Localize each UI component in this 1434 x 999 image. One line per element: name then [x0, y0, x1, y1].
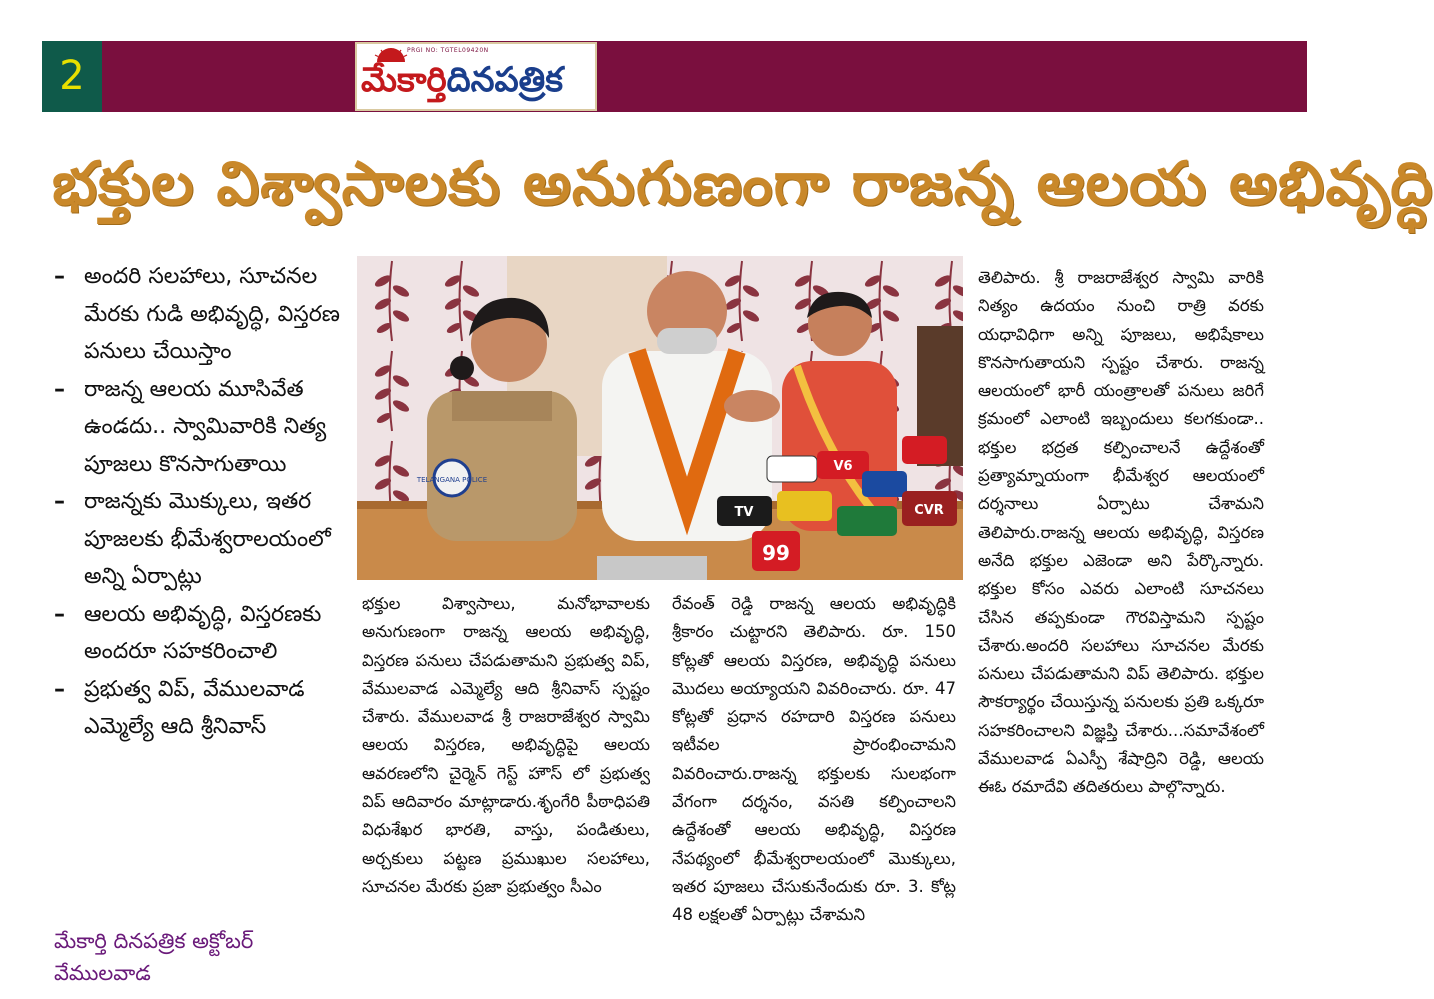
logo-registration: PRGI NO: TGTEL09420N	[407, 47, 489, 54]
highlight-item: – అందరి సలహాలు, సూచనల మేరకు గుడి అభివృద్ధి, విస్తరణ పనులు చేయిస్తాం	[54, 258, 344, 371]
newspaper-logo	[355, 42, 597, 111]
page-number: 2	[42, 41, 102, 112]
police-badge-text: TELANGANA POLICE	[416, 476, 488, 484]
article-column-2: రేవంత్ రెడ్డి రాజన్న ఆలయ అభివృద్ధికి శ్రీకారం చుట్టారని తెలిపారు. రూ. 150 కోట్లతో ఆలయ విస్తరణ, అభివృద్ధి పనులు మొదలు అయ్యాయని వివరించారు. రూ. 47 కోట్లతో ప్రధాన రహదారి విస్తరణ పనులు ఇటీవల ప్రారంభించామని వివరించారు.రాజన్న భక్తులకు సులభంగా వేగంగా దర్శనం, వసతి కల్పించాలని ఉద్దేశంతో ఆలయ అభివృద్ధి, విస్తరణ నేపథ్యంలో భీమేశ్వరాలయంలో మొక్కులు, ఇతర పూజలు చేసుకునేందుకు రూ. 3. కోట్ల 48 లక్షలతో ఏర్పాట్లు చేశామని	[672, 594, 956, 925]
highlights-list	[54, 258, 344, 746]
mic-label: CVR	[914, 503, 944, 518]
logo-word-2: దినపత్రిక	[446, 60, 564, 100]
masthead-bar	[42, 41, 1307, 112]
article-column-3: తెలిపారు. శ్రీ రాజరాజేశ్వర స్వామి వారికి నిత్యం ఉదయం నుంచి రాత్రి వరకు యధావిధిగా అన్ని పూజలు, అభిషేకాలు కొనసాగుతాయని స్పష్టం చేశారు. రాజన్న ఆలయంలో భారీ యంత్రాలతో పనులు జరిగే క్రమంలో ఎలాంటి ఇబ్బందులు కలగకుండా.. భక్తుల భద్రత కల్పించాలనే ఉద్దేశంతో ప్రత్యామ్నాయంగా భీమేశ్వర ఆలయంలో దర్శనాలు ఏర్పాటు చేశామని తెలిపారు.రాజన్న ఆలయ అభివృద్ధి, విస్తరణ అనేది భక్తుల ఎజెండా అని పేర్కొన్నారు. భక్తుల కోసం ఎవరు ఎలాంటి సూచనలు చేసిన తప్పకుండా గౌరవిస్తామని స్పష్టం చేశారు.అందరి సలహాలు సూచనల మేరకు పనులు చేపడుతామని విప్ తెలిపారు. భక్తుల సౌకర్యార్థం చేయిస్తున్న పనులకు ప్రతి ఒక్కరూ సహకరించాలని విజ్ఞప్తి చేశారు...సమావేశంలో వేములవాడ ఏఎస్పీ శేషాద్రిని రెడ్డి, ఆలయ ఈఓ రమాదేవి తదితరులు పాల్గొన్నారు.	[978, 268, 1264, 797]
mic-label: V6	[833, 459, 853, 474]
press-meet-illustration	[357, 256, 963, 580]
dateline-line-2: వేములవాడ	[54, 961, 151, 985]
dateline	[54, 925, 344, 989]
highlight-item: – ప్రభుత్వ విప్, వేములవాడ ఎమ్మెల్యే ఆది శ్రీనివాస్	[54, 671, 344, 746]
logo-wordmark	[361, 58, 563, 102]
article-column-1: భక్తుల విశ్వాసాలు, మనోభావాలకు అనుగుణంగా రాజన్న ఆలయ అభివృద్ధి, విస్తరణ పనులు చేపడుతామని ప్రభుత్వ విప్, వేములవాడ ఎమ్మెల్యే ఆది శ్రీనివాస్ స్పష్టం చేశారు. వేములవాడ శ్రీ రాజరాజేశ్వర స్వామి ఆలయ విస్తరణ, అభివృద్ధిపై ఆలయ ఆవరణలోని చైర్మెన్ గెస్ట్ హౌస్ లో ప్రభుత్వ విప్ ఆదివారం మాట్లాడారు.శృంగేరి పీఠాధిపతి విధుశేఖర భారతి, వాస్తు, పండితులు, అర్చకులు పట్టణ ప్రముఖుల సలహాలు, సూచనల మేరకు ప్రజా ప్రభుత్వం సీఎం	[362, 594, 650, 896]
press-meet-photo	[357, 256, 963, 580]
mic-label: TV	[734, 505, 754, 520]
dateline-line-1: మేకార్తి దినపత్రిక అక్టోబర్	[54, 929, 254, 953]
headline: భక్తుల విశ్వాసాలకు అనుగుణంగా రాజన్న ఆలయ అభివృద్ధి	[52, 149, 1434, 219]
logo-word-1: మేకార్తి	[361, 60, 447, 100]
highlight-item: – రాజన్నకు మొక్కులు, ఇతర పూజలకు భీమేశ్వరాలయంలో అన్ని ఏర్పాట్లు	[54, 483, 344, 596]
highlight-item: – ఆలయ అభివృద్ధి, విస్తరణకు అందరూ సహకరించాలి	[54, 596, 344, 671]
highlight-item: – రాజన్న ఆలయ మూసివేత ఉండదు.. స్వామివారికి నిత్య పూజలు కొనసాగుతాయి	[54, 371, 344, 484]
mic-label: 99	[762, 541, 790, 565]
